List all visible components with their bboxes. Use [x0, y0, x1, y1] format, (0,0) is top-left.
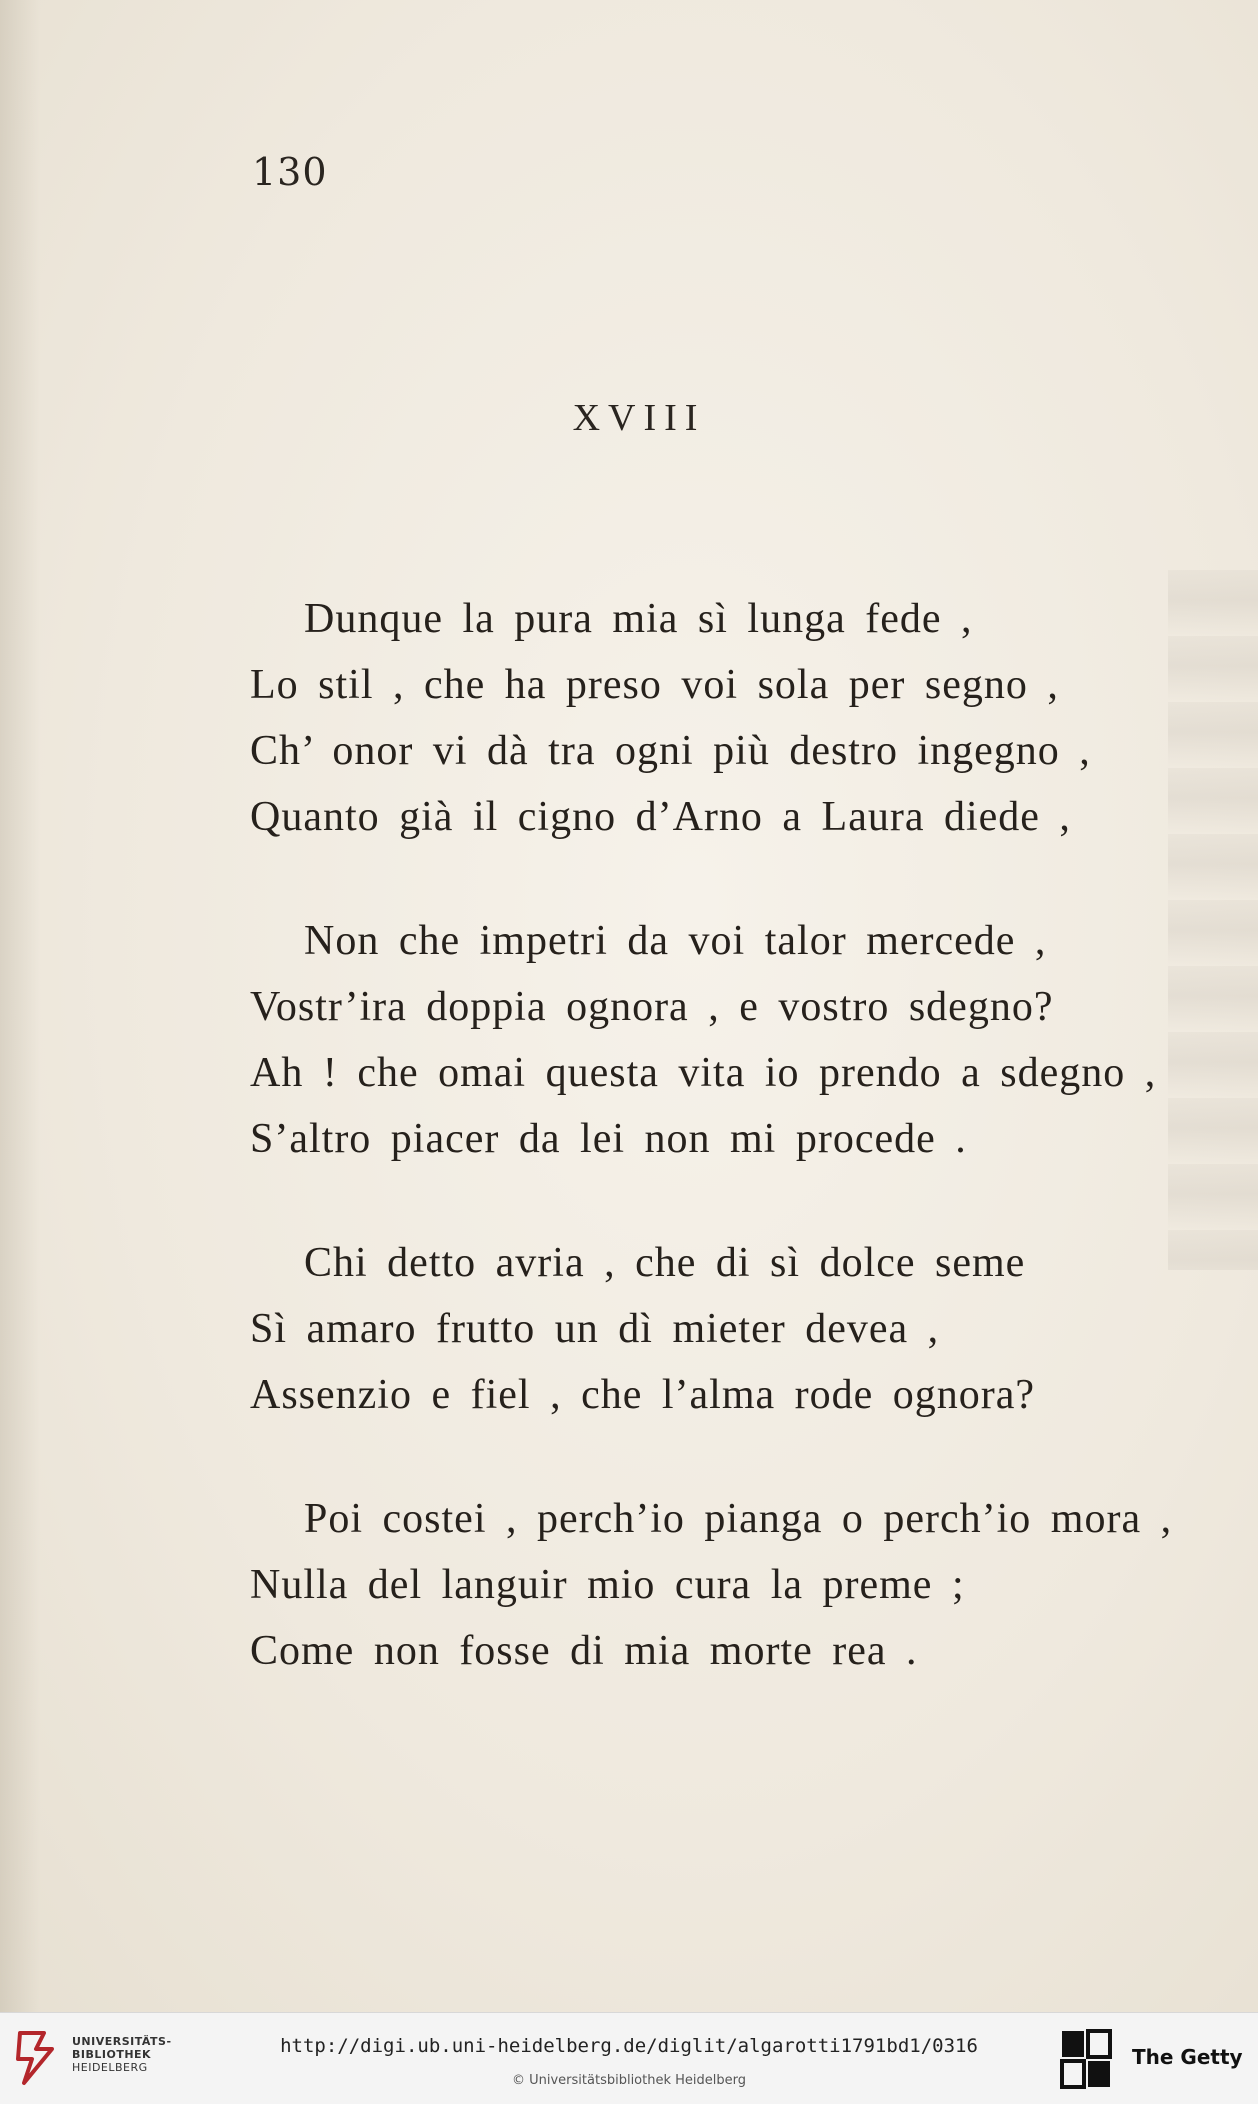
poem-line: Lo stil , che ha preso voi sola per segno , [250, 662, 1059, 708]
sonnet-number: XVIII [572, 397, 706, 439]
poem-line: Vostr’ira doppia ognora , e vostro sdegno? [250, 984, 1054, 1030]
stanza-4 [250, 1486, 1190, 1684]
getty-logo-icon[interactable] [1060, 2029, 1112, 2089]
poem-line: Chi detto avria , che di sì dolce seme [304, 1240, 1026, 1286]
poem-line: Come non fosse di mia morte rea . [250, 1628, 918, 1674]
poem-line: Poi costei , perch’io pianga o perch’io mora , [304, 1496, 1173, 1542]
spine-shadow [0, 0, 40, 2012]
poem-line: Ch’ onor vi dà tra ogni più destro ingegno , [250, 728, 1091, 774]
stanza-2 [250, 908, 1190, 1172]
poem-line: Dunque la pura mia sì lunga fede , [304, 596, 973, 642]
library-logo-line3: HEIDELBERG [72, 2061, 148, 2074]
library-logo-line1: UNIVERSITÄTS- [72, 2035, 172, 2048]
page-number: 130 [252, 150, 328, 194]
getty-logo-text[interactable]: The Getty [1132, 2045, 1243, 2069]
poem [250, 586, 1190, 1742]
poem-line: S’altro piacer da lei non mi procede . [250, 1116, 967, 1162]
stanza-3 [250, 1230, 1190, 1428]
permalink-url[interactable]: http://digi.ub.uni-heidelberg.de/diglit/algarotti1791bd1/0316 [280, 2035, 978, 2057]
poem-line: Ah ! che omai questa vita io prendo a sdegno , [250, 1050, 1157, 1096]
poem-line: Sì amaro frutto un dì mieter devea , [250, 1306, 940, 1352]
viewer-footer [0, 2012, 1258, 2104]
poem-line: Assenzio e fiel , che l’alma rode ognora? [250, 1372, 1036, 1418]
poem-line: Quanto già il cigno d’Arno a Laura diede , [250, 794, 1071, 840]
poem-line: Nulla del languir mio cura la preme ; [250, 1562, 965, 1608]
copyright-notice: © Universitätsbibliothek Heidelberg [511, 2073, 746, 2088]
library-logo-line2: BIBLIOTHEK [72, 2048, 152, 2061]
stanza-1 [250, 586, 1190, 850]
poem-line: Non che impetri da voi talor mercede , [304, 918, 1047, 964]
